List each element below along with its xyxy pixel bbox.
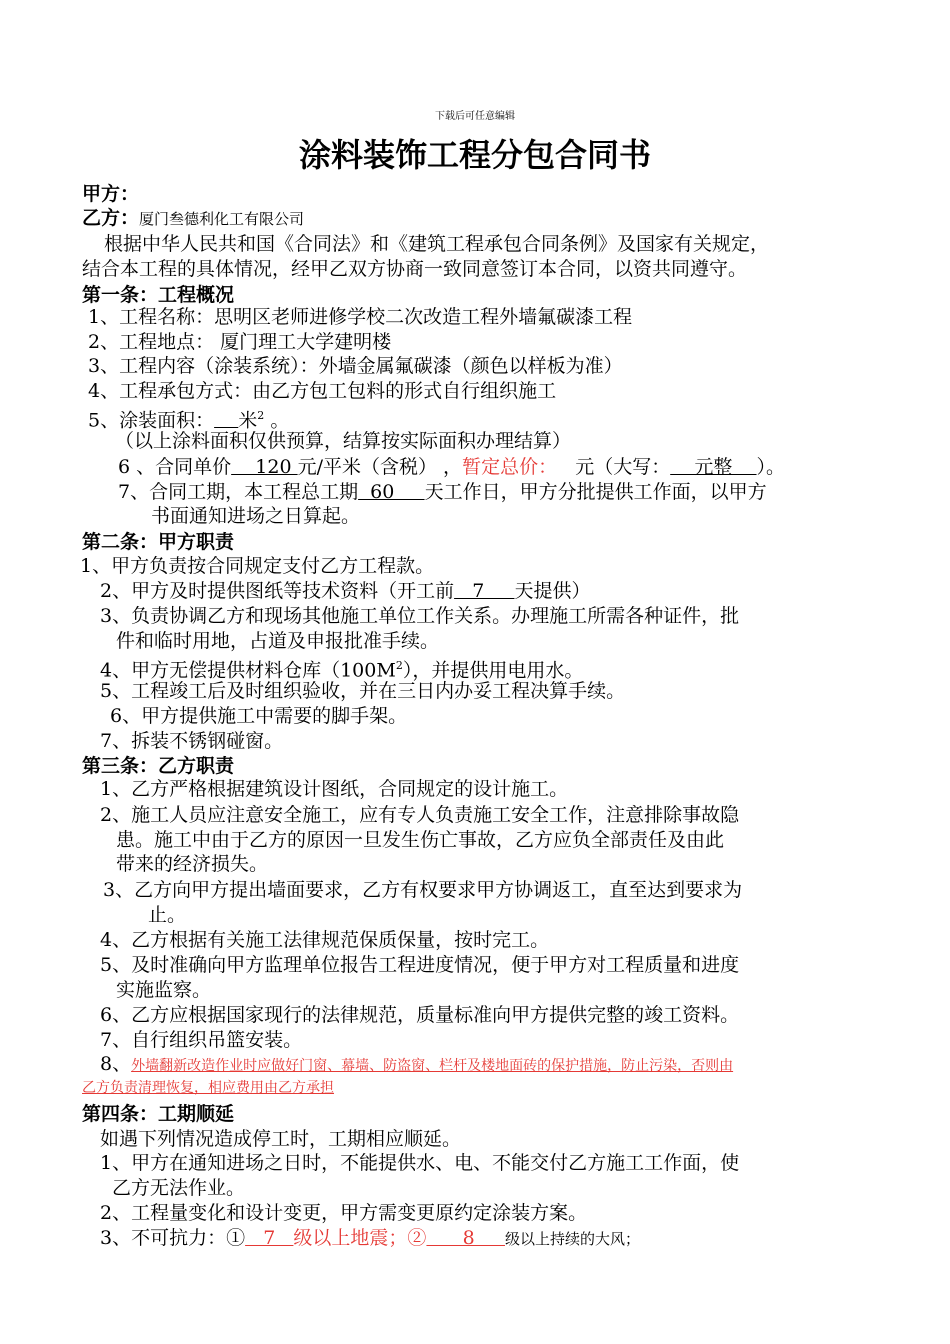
article-3-item-3-cont: 止。 bbox=[148, 904, 187, 926]
intro-line-1: 根据中华人民共和国《合同法》和《建筑工程承包合同条例》及国家有关规定， bbox=[104, 233, 770, 255]
article-3-item-2-cont-1: 患。施工中由于乙方的原因一旦发生伤亡事故，乙方应负全部责任及由此 bbox=[116, 829, 725, 851]
article-1-item-1: 1、工程名称：思明区老师进修学校二次改造工程外墙氟碳漆工程 bbox=[88, 306, 633, 328]
party-a-label: 甲方： bbox=[82, 183, 140, 205]
unit-price-value: 120 bbox=[231, 456, 298, 478]
article-3-item-4: 4、乙方根据有关施工法律规范保质保量，按时完工。 bbox=[100, 929, 550, 951]
drawings-days: 7 bbox=[454, 580, 515, 602]
article-4-item-1-cont: 乙方无法作业。 bbox=[112, 1177, 246, 1199]
party-b-line bbox=[82, 206, 304, 231]
drawings-end: 天提供） bbox=[514, 580, 591, 602]
wind-text: 级以上持续的大风； bbox=[504, 1230, 640, 1248]
article-3-item-1: 1、乙方严格根据建筑设计图纸，合同规定的设计施工。 bbox=[100, 778, 569, 800]
page-title: 涂料装饰工程分包合同书 bbox=[298, 136, 651, 174]
article-1-item-2: 2、工程地点： 厦门理工大学建明楼 bbox=[88, 331, 392, 353]
article-3-item-2-cont-2: 带来的经济损失。 bbox=[116, 853, 269, 875]
unit-price-unit: 元/平米（含税） ， bbox=[297, 456, 463, 478]
item-8-number: 8、 bbox=[100, 1053, 132, 1075]
intro-line-2: 结合本工程的具体情况，经甲乙双方协商一致同意签订本合同，以资共同遵守。 bbox=[82, 258, 748, 280]
article-3-item-5: 5、及时准确向甲方监理单位报告工程进度情况，便于甲方对工程质量和进度 bbox=[100, 954, 740, 976]
article-3-item-5-cont: 实施监察。 bbox=[116, 979, 212, 1001]
article-1-heading: 第一条：工程概况 bbox=[82, 284, 235, 306]
warehouse-label: 4、甲方无偿提供材料仓库（100M bbox=[100, 659, 396, 682]
item-8-text: 外墙翻新改造作业时应做好门窗、幕墙、防盗窗、栏杆及楼地面砖的保护措施，防止污染，否则由 bbox=[131, 1058, 734, 1074]
total-price-label: 暂定总价： bbox=[462, 456, 558, 478]
article-3-item-3: 3、乙方向甲方提出墙面要求，乙方有权要求甲方协调返工，直至达到要求为 bbox=[103, 879, 743, 901]
warehouse-sup: 2 bbox=[395, 659, 403, 672]
article-3-item-6: 6、乙方应根据国家现行的法律规范，质量标准向甲方提供完整的竣工资料。 bbox=[100, 1004, 740, 1026]
earthquake-level: 7 bbox=[245, 1227, 294, 1249]
article-2-item-7: 7、拆装不锈钢碰窗。 bbox=[100, 730, 284, 752]
article-1-item-6 bbox=[118, 455, 785, 479]
article-2-heading: 第二条：甲方职责 bbox=[82, 531, 235, 553]
total-price-unit: 元（大写： bbox=[557, 456, 671, 478]
article-1-item-7 bbox=[118, 480, 767, 504]
article-2-item-6: 6、甲方提供施工中需要的脚手架。 bbox=[110, 705, 408, 727]
unit-price-label: 6 、合同单价 bbox=[118, 456, 232, 478]
article-4-heading: 第四条：工期顺延 bbox=[82, 1103, 235, 1125]
article-3-item-8 bbox=[100, 1052, 733, 1078]
wind-level: 8 bbox=[426, 1227, 505, 1249]
article-3-item-7: 7、自行组织吊篮安装。 bbox=[100, 1029, 303, 1051]
duration-label: 7、合同工期，本工程总工期 bbox=[118, 481, 359, 503]
duration-days: 60 bbox=[358, 481, 425, 503]
article-3-heading: 第三条：乙方职责 bbox=[82, 755, 235, 777]
total-price-words: 元整 bbox=[670, 456, 757, 478]
article-4-item-3 bbox=[100, 1226, 640, 1251]
header-note: 下载后可任意编辑 bbox=[435, 111, 515, 122]
area-end: 。 bbox=[264, 409, 290, 432]
drawings-label: 2、甲方及时提供图纸等技术资料（开工前 bbox=[100, 580, 455, 602]
force-majeure-label: 3、不可抗力：① bbox=[100, 1227, 246, 1249]
article-4-lead: 如遇下列情况造成停工时，工期相应顺延。 bbox=[100, 1128, 462, 1150]
area-unit: 米 bbox=[238, 409, 258, 432]
article-1-item-7-cont: 书面通知进场之日算起。 bbox=[151, 505, 361, 527]
party-b-name: 厦门叁德利化工有限公司 bbox=[139, 210, 305, 228]
total-price-end: ）。 bbox=[756, 456, 786, 478]
article-2-item-3: 3、负责协调乙方和现场其他施工单位工作关系。办理施工所需各种证件，批 bbox=[100, 605, 740, 627]
party-b-label: 乙方： bbox=[82, 207, 140, 229]
article-2-item-5: 5、工程竣工后及时组织验收，并在三日内办妥工程决算手续。 bbox=[100, 680, 626, 702]
article-4-item-1: 1、甲方在通知进场之日时，不能提供水、电、不能交付乙方施工工作面，使 bbox=[100, 1152, 740, 1174]
area-label: 5、涂装面积： bbox=[88, 409, 215, 432]
article-2-item-2 bbox=[100, 579, 591, 603]
area-note: （以上涂料面积仅供预算，结算按实际面积办理结算） bbox=[115, 430, 572, 452]
article-2-item-1: 1、甲方负责按合同规定支付乙方工程款。 bbox=[80, 555, 435, 577]
article-3-item-8-cont: 乙方负责清理恢复，相应费用由乙方承担 bbox=[82, 1080, 334, 1096]
earthquake-text: 级以上地震；② bbox=[293, 1227, 427, 1249]
article-4-item-2: 2、工程量变化和设计变更，甲方需变更原约定涂装方案。 bbox=[100, 1202, 588, 1224]
article-1-item-3: 3、工程内容（涂装系统）：外墙金属氟碳漆（颜色以样板为准） bbox=[88, 355, 623, 377]
warehouse-end: ），并提供用电用水。 bbox=[402, 659, 584, 682]
duration-text: 天工作日，甲方分批提供工作面，以甲方 bbox=[424, 481, 767, 503]
article-3-item-2: 2、施工人员应注意安全施工，应有专人负责施工安全工作，注意排除事故隐 bbox=[100, 804, 740, 826]
article-1-item-4: 4、工程承包方式：由乙方包工包料的形式自行组织施工 bbox=[88, 380, 557, 402]
area-unit-sup: 2 bbox=[257, 409, 265, 422]
article-2-item-3-cont: 件和临时用地，占道及申报批准手续。 bbox=[116, 630, 440, 652]
